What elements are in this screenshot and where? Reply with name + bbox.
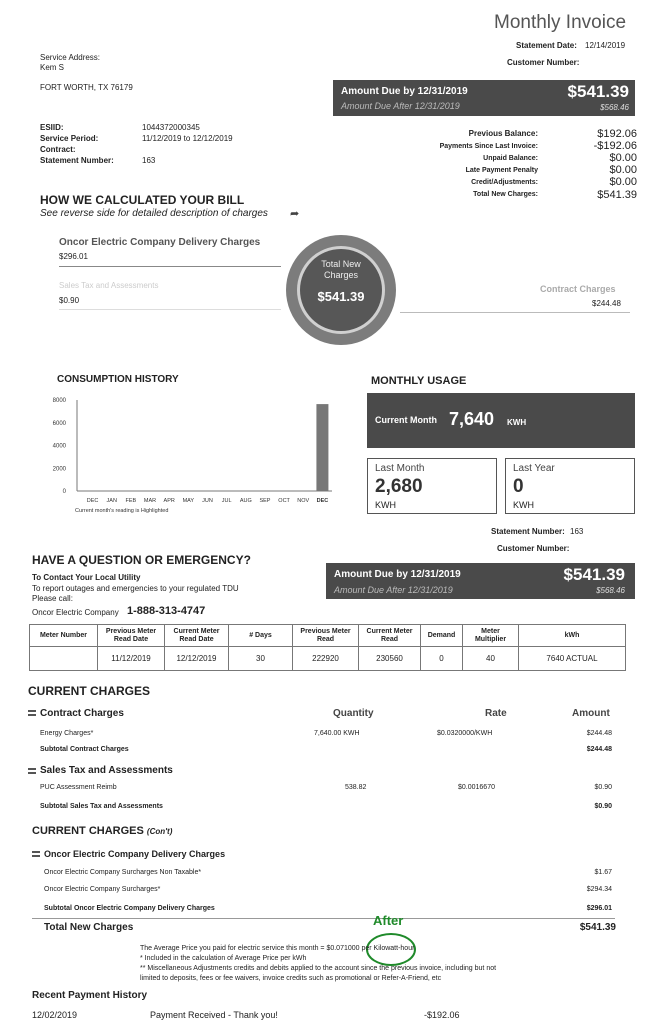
subtotal-oncor: $296.01 [586, 905, 612, 912]
period-label: Service Period: [40, 134, 99, 143]
meter-col-header: Previous Meter Read [293, 625, 359, 647]
invoice-title: Monthly Invoice [494, 12, 627, 33]
tax-bullet-icon [28, 768, 36, 774]
after-annotation: After [373, 913, 404, 928]
usage-title: MONTHLY USAGE [371, 375, 467, 387]
current-month-unit: KWH [507, 418, 527, 427]
footnote-1: * Included in the calculation of Average Price per kWh [140, 955, 307, 962]
question-line3: Please call: [32, 594, 73, 603]
oncor-value: $296.01 [59, 252, 88, 261]
meter-col-header: kWh [519, 625, 626, 647]
how-calc-subtitle: See reverse side for detailed description of charges [40, 208, 268, 219]
meter-table [29, 624, 626, 671]
x-tick-label: MAR [143, 498, 157, 504]
x-tick-label: OCT [278, 498, 290, 504]
last-year-label: Last Year [513, 463, 555, 474]
current-month-label: Current Month [375, 415, 437, 425]
amount-due-value: $541.39 [567, 82, 629, 101]
cont-suffix: (Con't) [146, 827, 173, 836]
col-quantity: Quantity [333, 708, 374, 719]
amount-due-box [333, 80, 635, 116]
subtotal-tax: $0.90 [594, 803, 612, 810]
energy-label: Energy Charges* [40, 730, 94, 737]
meter-header-row [30, 625, 626, 647]
energy-qty: 7,640.00 KWH [314, 730, 360, 737]
surch-label: Oncor Electric Company Surcharges* [44, 886, 161, 893]
contract-charges-value: $244.48 [592, 299, 621, 308]
nontax-amount: $1.67 [594, 869, 612, 876]
service-address-label: Service Address: [40, 53, 101, 62]
puc-label: PUC Assessment Reimb [40, 784, 117, 791]
statement-date-label: Statement Date: [516, 41, 577, 50]
customer-number-label: Customer Number: [507, 58, 580, 67]
stub-after-label: Amount Due After 12/31/2019 [334, 585, 453, 595]
stub-statement-label: Statement Number: [491, 527, 565, 536]
current-charges-cont-title [32, 825, 172, 837]
contract-charges-label: Contract Charges [540, 284, 616, 294]
oncor-line [59, 266, 281, 267]
last-year-value: 0 [513, 476, 524, 497]
avg-value: $0.071000 [326, 945, 360, 952]
meter-col-header: Demand [421, 625, 463, 647]
stub-customer-label: Customer Number: [497, 544, 570, 553]
bar [316, 404, 328, 491]
meter-cell: 12/12/2019 [165, 647, 229, 671]
meter-cell: 230560 [359, 647, 421, 671]
chart-note: Current month's reading is Highlighted [75, 508, 169, 514]
last-year-box [505, 458, 635, 514]
meter-col-header: Current Meter Read Date [165, 625, 229, 647]
x-tick-label: NOV [297, 498, 310, 504]
subtotal-contract: $244.48 [586, 746, 612, 753]
summary-row: Late Payment Penalty $0.00 [465, 164, 637, 176]
question-line1: To Contact Your Local Utility [32, 573, 141, 582]
meter-cell: 40 [463, 647, 519, 671]
amount-due-box-stub [326, 563, 635, 599]
oncor-bullet-icon [32, 851, 40, 857]
utility-phone[interactable]: 1-888-313-4747 [127, 605, 206, 617]
stub-amount-due-value: $541.39 [563, 565, 625, 584]
col-amount: Amount [572, 708, 610, 719]
subtotal-contract-label: Subtotal Contract Charges [40, 746, 129, 753]
col-rate: Rate [485, 708, 507, 719]
footnote-3: limited to deposits, fees or fee waivers, invoice credits such as promotional or Refer-A-Friend, etc [140, 975, 442, 982]
footnote-2: ** Miscellaneous Adjustments credits and debits applied to the account since the previous invoice, including but not [140, 965, 497, 972]
x-tick-label: DEC [86, 498, 99, 504]
balance-summary [360, 127, 637, 201]
stub-statement: 163 [570, 527, 584, 536]
last-month-box [367, 458, 497, 514]
summary-row: Previous Balance: $192.06 [468, 127, 637, 140]
avg-price-line [140, 945, 414, 952]
subtotal-tax-label: Subtotal Sales Tax and Assessments [40, 803, 163, 810]
last-month-value: 2,680 [375, 476, 423, 497]
meter-cell: 222920 [293, 647, 359, 671]
tax-value: $0.90 [59, 296, 80, 305]
energy-amount: $244.48 [586, 730, 612, 737]
surch-amount: $294.34 [586, 886, 612, 893]
current-month-value: 7,640 [449, 409, 495, 429]
statement-date: 12/14/2019 [585, 41, 626, 50]
y-tick-label: 6000 [52, 420, 66, 427]
cont-title-text: CURRENT CHARGES [32, 825, 144, 837]
total-value: $541.39 [579, 922, 616, 933]
last-month-label: Last Month [375, 463, 425, 474]
statement-number-label: Statement Number: [40, 156, 114, 165]
service-city: FORT WORTH, TX 76179 [40, 83, 133, 92]
total-divider [32, 918, 615, 919]
last-year-unit: KWH [513, 500, 534, 510]
avg-pre: The Average Price you paid for electric service this month = [140, 945, 325, 952]
amount-after-label: Amount Due After 12/31/2019 [341, 101, 460, 111]
current-month-box [367, 393, 635, 448]
stub-amount-due-label: Amount Due by 12/31/2019 [334, 569, 461, 580]
customer-name: Kem S [40, 63, 65, 72]
donut-center-value: $541.39 [317, 289, 365, 304]
y-tick-label: 4000 [52, 443, 66, 450]
meter-data-row [30, 647, 626, 671]
x-tick-label: MAY [182, 498, 195, 504]
subtotal-oncor-label: Subtotal Oncor Electric Company Delivery Charges [44, 905, 215, 912]
x-tick-label: FEB [125, 498, 137, 504]
contract-label: Contract: [40, 145, 76, 154]
y-tick-label: 0 [62, 489, 66, 495]
meter-col-header: Meter Multiplier [463, 625, 519, 647]
amount-due-label: Amount Due by 12/31/2019 [341, 86, 468, 97]
meter-col-header: Current Meter Read [359, 625, 421, 647]
payment-history-title: Recent Payment History [32, 990, 148, 1001]
meter-col-header: Meter Number [30, 625, 98, 647]
y-tick-label: 2000 [52, 466, 66, 473]
last-month-unit: KWH [375, 500, 396, 510]
x-tick-label: JUN [202, 498, 213, 504]
tax-label: Sales Tax and Assessments [59, 281, 159, 290]
arrow-icon: ➦ [290, 208, 300, 220]
total-label: Total New Charges [44, 922, 134, 933]
summary-row: Unpaid Balance: $0.00 [483, 152, 637, 164]
puc-amount: $0.90 [594, 784, 612, 791]
meter-cell: 11/12/2019 [98, 647, 165, 671]
contract-line [400, 312, 630, 313]
period-value: 11/12/2019 to 12/12/2019 [142, 134, 233, 143]
x-tick-label: JAN [106, 498, 117, 504]
stub-after-value: $568.46 [596, 586, 625, 595]
esiid-value: 1044372000345 [142, 123, 200, 132]
x-tick-label: SEP [259, 498, 271, 504]
meter-col-header: Previous Meter Read Date [98, 625, 165, 647]
question-title: HAVE A QUESTION OR EMERGENCY? [32, 553, 251, 567]
nontax-label: Oncor Electric Company Surcharges Non Taxable* [44, 869, 202, 876]
tax-heading: Sales Tax and Assessments [40, 765, 173, 776]
energy-rate: $0.0320000/KWH [437, 730, 493, 737]
esiid-label: ESIID: [40, 123, 64, 132]
x-tick-label: AUG [239, 498, 252, 504]
payment-amount: -$192.06 [424, 1010, 460, 1020]
y-tick-label: 8000 [52, 398, 66, 404]
oncor-heading: Oncor Electric Company Delivery Charges [44, 849, 226, 859]
payment-desc: Payment Received - Thank you! [150, 1010, 278, 1020]
tax-line [59, 309, 281, 310]
x-tick-label: JUL [221, 498, 232, 504]
x-tick-label: DEC [316, 498, 329, 504]
consumption-chart [40, 390, 340, 518]
puc-qty: 538.82 [345, 784, 367, 791]
donut-center-label: Total New Charges [321, 259, 361, 280]
avg-post: per Kilowatt-hour [361, 945, 415, 952]
meter-col-header: # Days [229, 625, 293, 647]
how-calc-title: HOW WE CALCULATED YOUR BILL [40, 193, 245, 207]
puc-rate: $0.0016670 [458, 784, 495, 791]
meter-cell [30, 647, 98, 671]
meter-cell: 0 [421, 647, 463, 671]
payment-date: 12/02/2019 [32, 1010, 78, 1020]
meter-cell: 30 [229, 647, 293, 671]
x-tick-label: APR [163, 498, 175, 504]
contract-bullet-icon [28, 710, 36, 716]
question-line2: To report outages and emergencies to your regulated TDU [32, 584, 239, 593]
statement-number: 163 [142, 156, 156, 165]
summary-row: Payments Since Last Invoice: -$192.06 [439, 140, 637, 152]
summary-row: Credit/Adjustments: $0.00 [471, 176, 637, 188]
meter-cell: 7640 ACTUAL [519, 647, 626, 671]
contract-heading: Contract Charges [40, 708, 124, 719]
amount-after-value: $568.46 [600, 103, 629, 112]
oncor-label: Oncor Electric Company Delivery Charges [59, 237, 261, 248]
current-charges-title: CURRENT CHARGES [28, 684, 151, 698]
utility-company: Oncor Electric Company [32, 608, 119, 617]
consumption-title: CONSUMPTION HISTORY [57, 374, 179, 385]
summary-row: Total New Charges: $541.39 [473, 188, 637, 201]
